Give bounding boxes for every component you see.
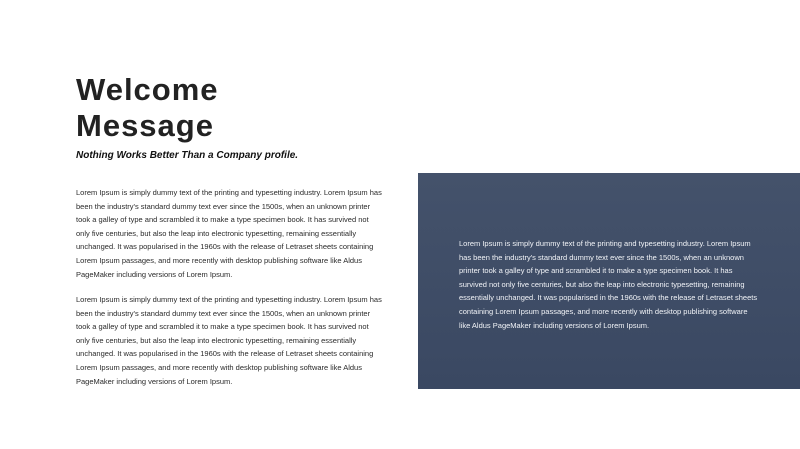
panel-paragraph: Lorem Ipsum is simply dummy text of the printing and typesetting industry. Lorem Ipsum has been the industry's standard dummy text ever since the 1500s, when an unknown printer took a galley of type and scrambled it to make a type specimen book. It has survived not only five centuries, but also the leap into electronic typesetting, remaining essentially unchanged. It was popularised in the 1960s with the release of Letraset sheets containing Lorem Ipsum passages, and more recently with desktop publishing software like Aldus PageMaker including versions of Lorem Ipsum. bbox=[459, 239, 758, 330]
body-paragraph-1: Lorem Ipsum is simply dummy text of the printing and typesetting industry. Lorem Ipsum has been the industry's standard dummy text ever since the 1500s, when an unknown printer took a galley of type and scrambled it to make a type specimen book. It has survived not only five centuries, but also the leap into electronic typesetting, remaining essentially unchanged. It was popularised in the 1960s with the release of Letraset sheets containing Lorem Ipsum passages, and more recently with desktop publishing software like Aldus PageMaker including versions of Lorem Ipsum. bbox=[76, 188, 382, 279]
title-line-1: Welcome bbox=[76, 72, 219, 107]
page-title bbox=[76, 72, 376, 144]
subtitle: Nothing Works Better Than a Company profile. bbox=[76, 150, 299, 161]
title-line-2: Message bbox=[76, 108, 214, 143]
highlight-panel bbox=[418, 173, 800, 389]
body-paragraph-2: Lorem Ipsum is simply dummy text of the printing and typesetting industry. Lorem Ipsum has been the industry's standard dummy text ever since the 1500s, when an unknown printer took a galley of type and scrambled it to make a type specimen book. It has survived not only five centuries, but also the leap into electronic typesetting, remaining essentially unchanged. It was popularised in the 1960s with the release of Letraset sheets containing Lorem Ipsum passages, and more recently with desktop publishing software like Aldus PageMaker including versions of Lorem Ipsum. bbox=[76, 295, 382, 386]
